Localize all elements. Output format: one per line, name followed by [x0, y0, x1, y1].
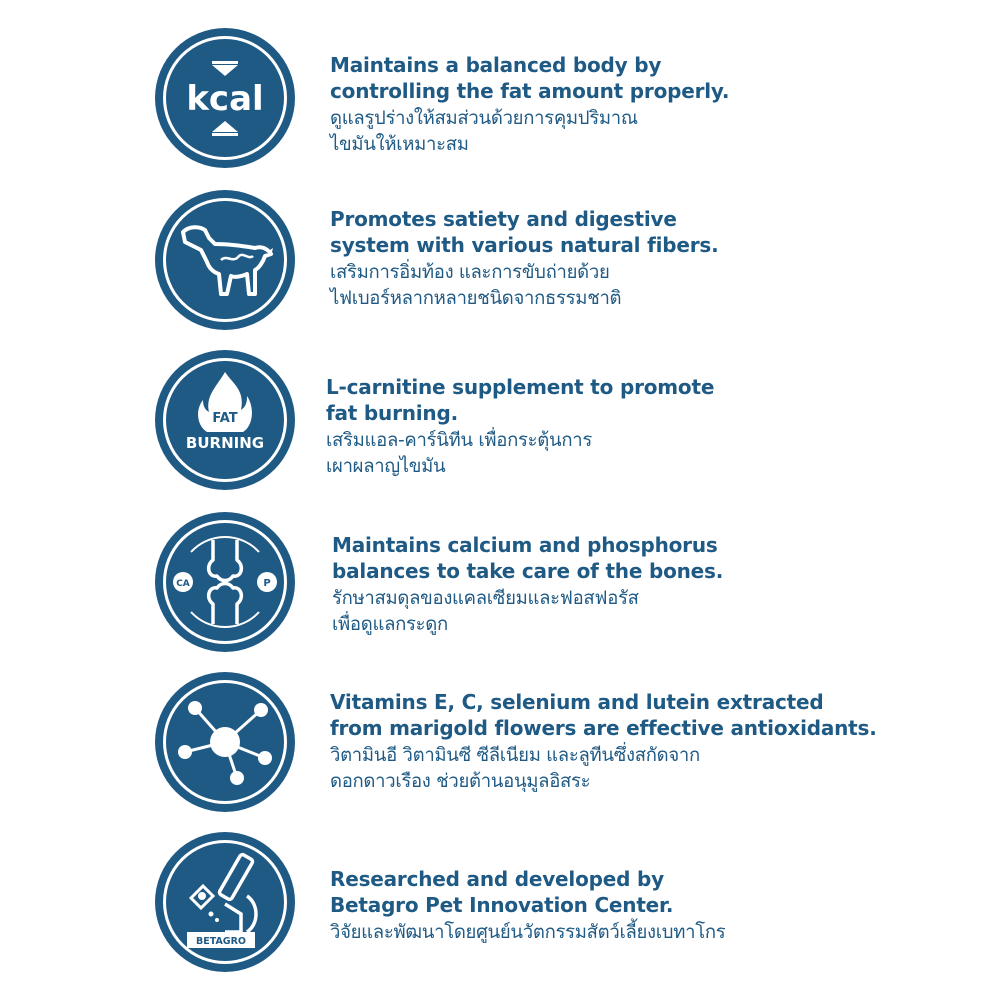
feature-title-en: Researched and developed by Betagro Pet Innovation Center.: [330, 867, 674, 917]
dog-icon: [155, 190, 295, 330]
burning-label: BURNING: [185, 434, 265, 452]
microscope-icon: [155, 832, 295, 972]
bone-joint-icon: [155, 512, 295, 652]
kcal-icon-label: kcal: [186, 79, 264, 119]
feature-title-th: รักษาสมดุลของแคลเซียมและฟอสฟอรัส เพื่อดูแลกระดูก: [332, 588, 639, 635]
feature-title-en: Maintains a balanced body by controlling the fat amount properly.: [330, 53, 730, 103]
fat-label: FAT: [212, 411, 238, 426]
phosphorus-label: P: [263, 578, 271, 589]
feature-title-en: Promotes satiety and digestive system with various natural fibers.: [330, 207, 719, 257]
feature-title-en: Vitamins E, C, selenium and lutein extracted from marigold flowers are effective antioxidants.: [330, 690, 877, 740]
feature-title-th: ดูแลรูปร่างให้สมส่วนด้วยการคุมปริมาณ ไขมันให้เหมาะสม: [330, 108, 638, 155]
molecule-icon: [155, 672, 295, 812]
betagro-logo-label: BETAGRO: [195, 936, 247, 947]
feature-title-th: วิจัยและพัฒนาโดยศูนย์นวัตกรรมสัตว์เลี้ยงเบทาโกร: [330, 922, 726, 943]
feature-title-en: Maintains calcium and phosphorus balances to take care of the bones.: [332, 533, 724, 583]
fat-burning-icon: [155, 350, 295, 490]
calcium-label: CA: [176, 579, 190, 589]
feature-title-th: เสริมแอล-คาร์นิทีน เพื่อกระตุ้นการ เผาผลาญไขมัน: [326, 430, 592, 477]
kcal-icon: [155, 28, 295, 168]
feature-title-en: L-carnitine supplement to promote fat burning.: [326, 375, 715, 425]
feature-title-th: วิตามินอี วิตามินซี ซีลีเนียม และลูทีนซึ่งสกัดจาก ดอกดาวเรือง ช่วยต้านอนุมูลอิสระ: [330, 745, 700, 792]
feature-title-th: เสริมการอิ่มท้อง และการขับถ่ายด้วย ไฟเบอร์หลากหลายชนิดจากธรรมชาติ: [330, 262, 622, 309]
